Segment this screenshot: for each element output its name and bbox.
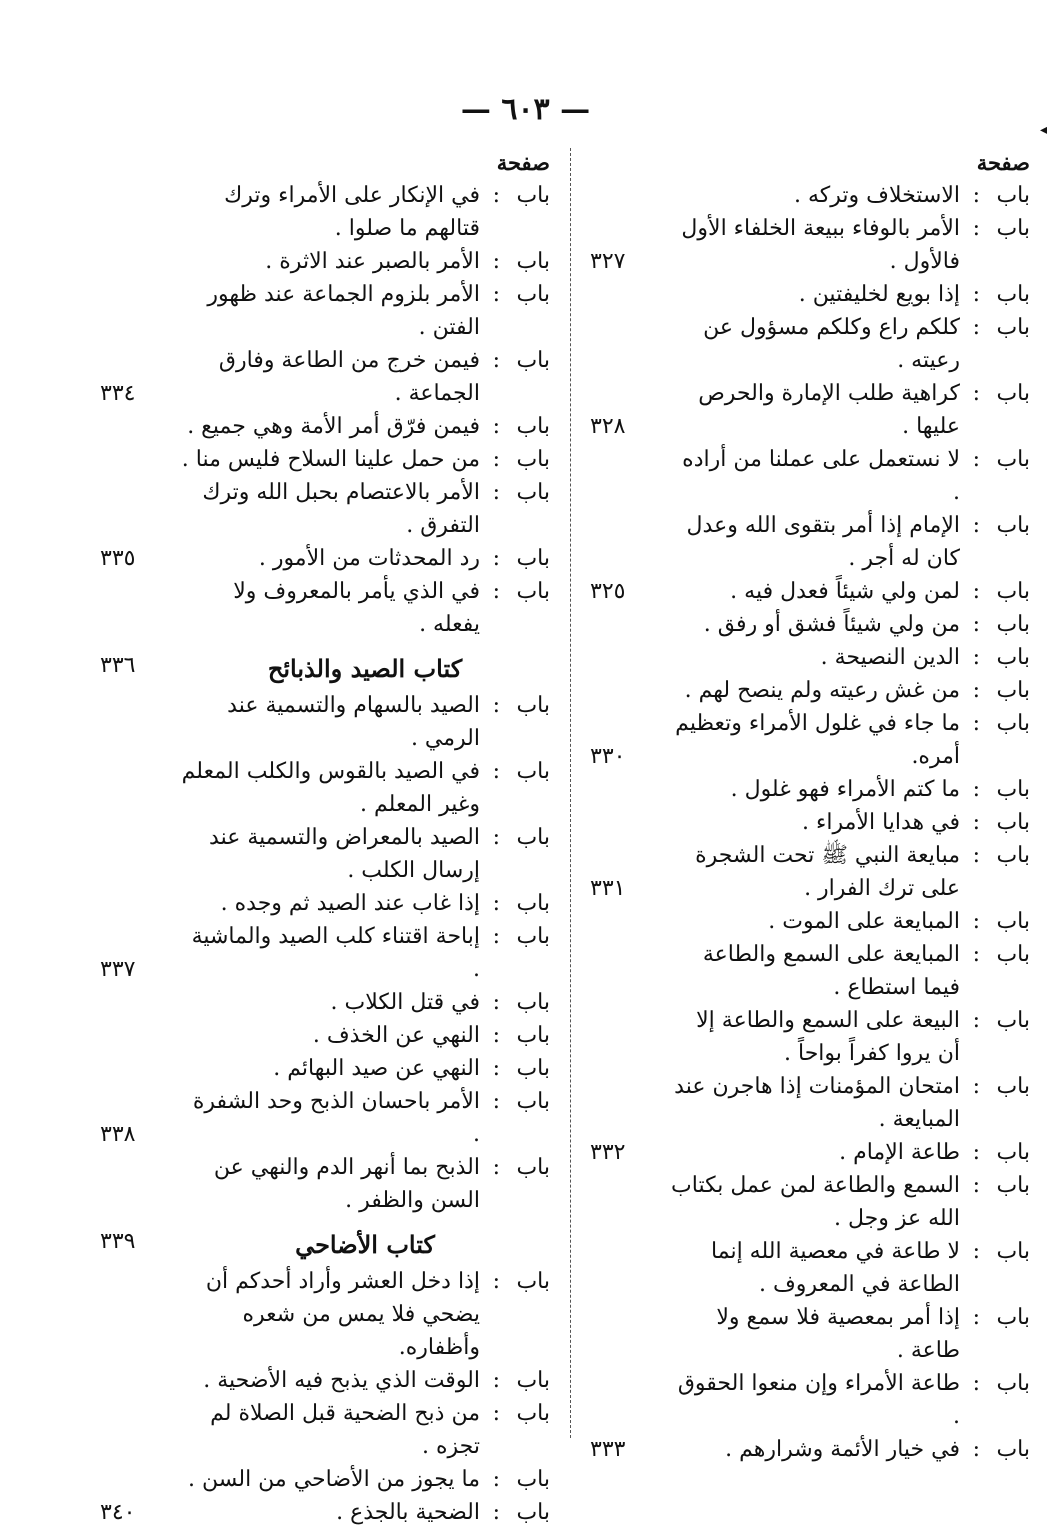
entry-label: باب [516, 1500, 550, 1525]
index-entry [100, 1265, 550, 1364]
entry-body [180, 542, 550, 575]
entry-label: باب [996, 282, 1030, 307]
entry-body [670, 1433, 1030, 1466]
entry-body [670, 1301, 1030, 1367]
entry-title: من غش رعيته ولم ينصح لهم . [684, 678, 960, 703]
entry-title: النهي عن صيد البهائم . [273, 1056, 480, 1081]
entry-colon: : [492, 480, 500, 505]
entry-label: باب [516, 990, 550, 1015]
entry-title: طاعة الإمام . [839, 1140, 960, 1165]
index-entry [590, 839, 1030, 905]
entry-label: باب [516, 1467, 550, 1492]
entry-title: إذا أمر بمعصية فلا سمع ولا طاعة . [716, 1305, 960, 1363]
entry-colon: : [492, 282, 500, 307]
entry-body [180, 575, 550, 641]
entry-label: باب [516, 546, 550, 571]
entry-body [670, 938, 1030, 1004]
entry-body [180, 179, 550, 245]
entry-title: إذا دخل العشر وأراد أحدكم أن يضحي فلا يمس من شعره وأظفاره. [205, 1269, 480, 1360]
index-entry [590, 1367, 1030, 1433]
index-entry [100, 689, 550, 755]
entry-colon: : [492, 1269, 500, 1294]
entry-label: باب [996, 1305, 1030, 1330]
entry-label: باب [996, 645, 1030, 670]
entry-colon: : [492, 825, 500, 850]
entry-title: لمن ولي شيئاً فعدل فيه . [730, 579, 960, 604]
entry-colon: : [972, 612, 980, 637]
index-entry [100, 1397, 550, 1463]
index-entry [590, 1136, 1030, 1169]
entry-body [670, 707, 1030, 773]
index-entry [590, 641, 1030, 674]
entry-label: باب [516, 693, 550, 718]
entry-colon: : [492, 579, 500, 604]
entry-colon: : [492, 183, 500, 208]
entry-colon: : [972, 678, 980, 703]
page-ref: ٣٣٠ [590, 744, 626, 769]
entry-label: باب [996, 216, 1030, 241]
entry-body [180, 1085, 550, 1151]
entry-title: الأمر بلزوم الجماعة عند ظهور الفتن . [207, 282, 480, 340]
page-ref: ٣٣٩ [100, 1229, 136, 1254]
entry-title: رد المحدثات من الأمور . [258, 546, 480, 571]
entry-label: باب [996, 810, 1030, 835]
index-entry [590, 179, 1030, 212]
entry-body [670, 641, 1030, 674]
index-entry [100, 179, 550, 245]
entry-body [180, 689, 550, 755]
entry-body [670, 575, 1030, 608]
index-entry [100, 1052, 550, 1085]
entry-colon: : [972, 777, 980, 802]
entry-colon: : [492, 414, 500, 439]
index-entry [100, 278, 550, 344]
entry-body [180, 821, 550, 887]
entry-title: في الصيد بالقوس والكلب المعلم وغير المعلم . [181, 759, 480, 817]
entry-title: ما كتم الأمراء فهو غلول . [730, 777, 960, 802]
entry-body [670, 1235, 1030, 1301]
entry-label: باب [996, 777, 1030, 802]
entry-list [590, 179, 1030, 1466]
entry-body [180, 1151, 550, 1217]
entry-body [670, 1367, 1030, 1433]
entry-label: باب [516, 1401, 550, 1426]
entry-label: باب [516, 282, 550, 307]
entry-body [670, 278, 1030, 311]
entry-title: من ذبح الضحية قبل الصلاة لم تجزه . [210, 1401, 480, 1459]
entry-body [180, 1463, 550, 1496]
index-entry [590, 1004, 1030, 1070]
entry-colon: : [972, 1074, 980, 1099]
entry-colon: : [972, 579, 980, 604]
entry-colon: : [492, 1401, 500, 1426]
entry-title: الوقت الذي يذبح فيه الأضحية . [203, 1368, 480, 1393]
entry-list [100, 179, 550, 1529]
index-entry [100, 1496, 550, 1529]
index-entry [100, 575, 550, 641]
entry-body [180, 476, 550, 542]
entry-colon: : [492, 249, 500, 274]
index-entry [590, 905, 1030, 938]
page-ref: ٣٣٨ [100, 1122, 136, 1147]
entry-colon: : [492, 1368, 500, 1393]
entry-colon: : [972, 513, 980, 538]
entry-label: باب [996, 1008, 1030, 1033]
entry-colon: : [972, 1173, 980, 1198]
index-entry [100, 476, 550, 542]
entry-body [180, 1019, 550, 1052]
entry-body [180, 1364, 550, 1397]
index-entry [590, 377, 1030, 443]
entry-colon: : [492, 990, 500, 1015]
entry-label: باب [996, 1140, 1030, 1165]
book-title: كتاب الصيد والذبائح [267, 654, 463, 683]
index-entry [590, 806, 1030, 839]
entry-title: إذا بويع لخليفتين . [798, 282, 960, 307]
entry-title: الذبح بما أنهر الدم والنهي عن السن والظفر . [213, 1155, 480, 1213]
entry-label: باب [516, 1155, 550, 1180]
index-entry [100, 443, 550, 476]
entry-colon: : [972, 183, 980, 208]
entry-body [180, 245, 550, 278]
page-ref: ٣٣٦ [100, 653, 136, 678]
entry-colon: : [492, 1089, 500, 1114]
entry-title: ما يجوز من الأضاحي من السن . [188, 1467, 480, 1492]
page-ref: ٣٣٢ [590, 1140, 626, 1165]
page-ref: ٣٢٧ [590, 249, 626, 274]
index-entry [100, 1019, 550, 1052]
entry-colon: : [972, 282, 980, 307]
entry-colon: : [972, 942, 980, 967]
entry-label: باب [996, 447, 1030, 472]
entry-label: باب [516, 1056, 550, 1081]
entry-colon: : [972, 216, 980, 241]
entry-title: طاعة الأمراء وإن منعوا الحقوق . [677, 1371, 960, 1429]
entry-label: باب [516, 759, 550, 784]
index-entry [100, 344, 550, 410]
index-entry [100, 542, 550, 575]
page-number: — ٦٠٣ — [460, 92, 591, 127]
entry-title: الأمر بالاعتصام بحبل الله وترك التفرق . [202, 480, 480, 538]
entry-colon: : [972, 1305, 980, 1330]
entry-label: باب [996, 315, 1030, 340]
entry-label: باب [516, 1089, 550, 1114]
entry-colon: : [972, 843, 980, 868]
entry-title: من حمل علينا السلاح فليس منا . [181, 447, 480, 472]
entry-body [670, 1169, 1030, 1235]
entry-title: في الذي يأمر بالمعروف ولا يفعله . [233, 579, 480, 637]
entry-title: ما جاء في غلول الأمراء وتعظيم أمره. [675, 711, 960, 769]
entry-label: باب [516, 348, 550, 373]
index-entry [590, 1169, 1030, 1235]
index-entry [100, 1463, 550, 1496]
entry-colon: : [492, 1155, 500, 1180]
entry-label: باب [516, 1368, 550, 1393]
entry-label: باب [996, 1371, 1030, 1396]
entry-label: باب [516, 891, 550, 916]
index-entry [100, 1151, 550, 1217]
index-entry [100, 755, 550, 821]
index-column-right [590, 146, 1030, 1466]
index-entry [100, 887, 550, 920]
entry-title: في الإنكار على الأمراء وترك قتالهم ما صلوا . [224, 183, 480, 241]
entry-body [670, 1070, 1030, 1136]
book-heading-row [100, 1217, 550, 1265]
corner-mark: ◂ [1040, 122, 1048, 138]
column-header: صفحة [976, 150, 1030, 175]
entry-body [180, 986, 550, 1019]
index-entry [100, 986, 550, 1019]
index-entry [590, 1301, 1030, 1367]
entry-body [670, 509, 1030, 575]
entry-label: باب [996, 381, 1030, 406]
entry-body [670, 1004, 1030, 1070]
index-entry [590, 443, 1030, 509]
index-column-left [100, 146, 550, 1529]
entry-title: النهي عن الخذف . [312, 1023, 480, 1048]
entry-colon: : [492, 891, 500, 916]
entry-title: الدين النصيحة . [820, 645, 960, 670]
page-ref: ٣٤٠ [100, 1500, 136, 1525]
entry-colon: : [972, 315, 980, 340]
entry-body [670, 443, 1030, 509]
index-entry [590, 1070, 1030, 1136]
entry-colon: : [492, 348, 500, 373]
entry-label: باب [996, 183, 1030, 208]
entry-label: باب [996, 909, 1030, 934]
entry-body [670, 179, 1030, 212]
entry-body [180, 410, 550, 443]
entry-title: كراهية طلب الإمارة والحرص عليها . [698, 381, 960, 439]
entry-label: باب [996, 612, 1030, 637]
page-ref: ٣٣٣ [590, 1437, 626, 1462]
entry-label: باب [516, 183, 550, 208]
entry-colon: : [492, 759, 500, 784]
entry-body [180, 344, 550, 410]
entry-title: إذا غاب عند الصيد ثم وجده . [220, 891, 480, 916]
entry-label: باب [516, 1023, 550, 1048]
entry-label: باب [996, 1239, 1030, 1264]
entry-label: باب [996, 843, 1030, 868]
entry-title: الصيد بالمعراض والتسمية عند إرسال الكلب . [209, 825, 480, 883]
entry-body [670, 806, 1030, 839]
entry-colon: : [492, 1467, 500, 1492]
entry-title: الاستخلاف وتركه . [794, 183, 960, 208]
index-entry [590, 1433, 1030, 1466]
page-ref: ٣٣٤ [100, 381, 136, 406]
entry-title: في قتل الكلاب . [330, 990, 480, 1015]
book-heading-row [100, 641, 550, 689]
entry-label: باب [516, 579, 550, 604]
entry-label: باب [996, 942, 1030, 967]
entry-label: باب [996, 711, 1030, 736]
index-entry [590, 773, 1030, 806]
entry-title: المبايعة على السمع والطاعة فيما استطاع . [702, 942, 960, 1000]
entry-colon: : [492, 693, 500, 718]
index-entry [100, 821, 550, 887]
entry-title: الأمر باحسان الذبح وحد الشفرة . [192, 1089, 480, 1147]
entry-label: باب [516, 825, 550, 850]
entry-label: باب [516, 447, 550, 472]
entry-label: باب [516, 249, 550, 274]
entry-body [670, 377, 1030, 443]
entry-body [670, 311, 1030, 377]
entry-title: مبايعة النبي ﷺ تحت الشجرة على ترك الفرار . [695, 843, 960, 901]
entry-colon: : [492, 1056, 500, 1081]
entry-title: الضحية بالجذع . [336, 1500, 480, 1525]
entry-colon: : [972, 1437, 980, 1462]
index-entry [590, 575, 1030, 608]
index-entry [100, 410, 550, 443]
index-entry [590, 1235, 1030, 1301]
entry-body [670, 674, 1030, 707]
entry-colon: : [972, 1239, 980, 1264]
entry-body [180, 1052, 550, 1085]
page-ref: ٣٣١ [590, 876, 626, 901]
entry-colon: : [492, 447, 500, 472]
entry-colon: : [972, 1140, 980, 1165]
book-title: كتاب الأضاحي [295, 1230, 435, 1259]
entry-title: إباحة اقتناء كلب الصيد والماشية . [191, 924, 480, 982]
index-entry [590, 212, 1030, 278]
index-entry [100, 920, 550, 986]
entry-title: لا طاعة في معصية الله إنما الطاعة في المعروف . [711, 1239, 960, 1297]
entry-body [180, 1397, 550, 1463]
index-entry [100, 1364, 550, 1397]
index-entry [590, 674, 1030, 707]
page-ref: ٣٣٥ [100, 546, 136, 571]
entry-title: كلكم راع وكلكم مسؤول عن رعيته . [703, 315, 960, 373]
entry-title: من ولي شيئاً فشق أو رفق . [703, 612, 960, 637]
entry-colon: : [972, 810, 980, 835]
entry-label: باب [996, 1437, 1030, 1462]
entry-title: الصيد بالسهام والتسمية عند الرمي . [227, 693, 480, 751]
entry-label: باب [996, 1173, 1030, 1198]
entry-label: باب [996, 513, 1030, 538]
entry-colon: : [972, 381, 980, 406]
entry-body [670, 212, 1030, 278]
index-entry [590, 278, 1030, 311]
entry-label: باب [996, 678, 1030, 703]
page-ref: ٣٢٨ [590, 414, 626, 439]
entry-body [180, 755, 550, 821]
entry-colon: : [492, 546, 500, 571]
entry-body [670, 773, 1030, 806]
entry-colon: : [492, 924, 500, 949]
column-header: صفحة [496, 150, 550, 175]
entry-title: في خيار الأئمة وشرارهم . [725, 1437, 960, 1462]
entry-title: في هدايا الأمراء . [802, 810, 960, 835]
entry-colon: : [492, 1023, 500, 1048]
entry-title: امتحان المؤمنات إذا هاجرن عند المبايعة . [674, 1074, 960, 1132]
entry-body [180, 920, 550, 986]
entry-title: البيعة على السمع والطاعة إلا أن يروا كفراً بواحاً . [696, 1008, 960, 1066]
index-entry [590, 707, 1030, 773]
entry-body [670, 905, 1030, 938]
entry-title: فيمن خرج من الطاعة وفارق الجماعة . [218, 348, 480, 406]
entry-body [180, 278, 550, 344]
entry-colon: : [972, 1008, 980, 1033]
entry-body [670, 608, 1030, 641]
entry-body [180, 1496, 550, 1529]
entry-title: الأمر بالصبر عند الاثرة . [265, 249, 480, 274]
entry-colon: : [972, 909, 980, 934]
entry-body [180, 887, 550, 920]
entry-colon: : [972, 1371, 980, 1396]
index-entry [100, 245, 550, 278]
entry-colon: : [492, 1500, 500, 1525]
entry-body [180, 1265, 550, 1364]
entry-colon: : [972, 711, 980, 736]
page-ref: ٣٢٥ [590, 579, 626, 604]
entry-label: باب [516, 1269, 550, 1294]
index-entry [590, 509, 1030, 575]
entry-colon: : [972, 645, 980, 670]
entry-label: باب [996, 1074, 1030, 1099]
index-entry [590, 938, 1030, 1004]
entry-body [670, 1136, 1030, 1169]
entry-title: الأمر بالوفاء ببيعة الخلفاء الأول فالأول . [681, 216, 960, 274]
entry-colon: : [972, 447, 980, 472]
entry-title: لا نستعمل على عملنا من أراده . [682, 447, 960, 505]
entry-body [670, 839, 1030, 905]
entry-label: باب [996, 579, 1030, 604]
entry-label: باب [516, 414, 550, 439]
index-entry [590, 311, 1030, 377]
entry-title: السمع والطاعة لمن عمل بكتاب الله عز وجل . [671, 1173, 960, 1231]
entry-label: باب [516, 924, 550, 949]
entry-body [180, 443, 550, 476]
index-entry [590, 608, 1030, 641]
page-ref: ٣٣٧ [100, 957, 136, 982]
entry-label: باب [516, 480, 550, 505]
column-divider [570, 148, 571, 1438]
entry-title: المبايعة على الموت . [768, 909, 960, 934]
entry-title: الإمام إذا أمر بتقوى الله وعدل كان له أجر . [686, 513, 960, 571]
entry-title: فيمن فرّق أمر الأمة وهي جميع . [187, 414, 480, 439]
index-entry [100, 1085, 550, 1151]
